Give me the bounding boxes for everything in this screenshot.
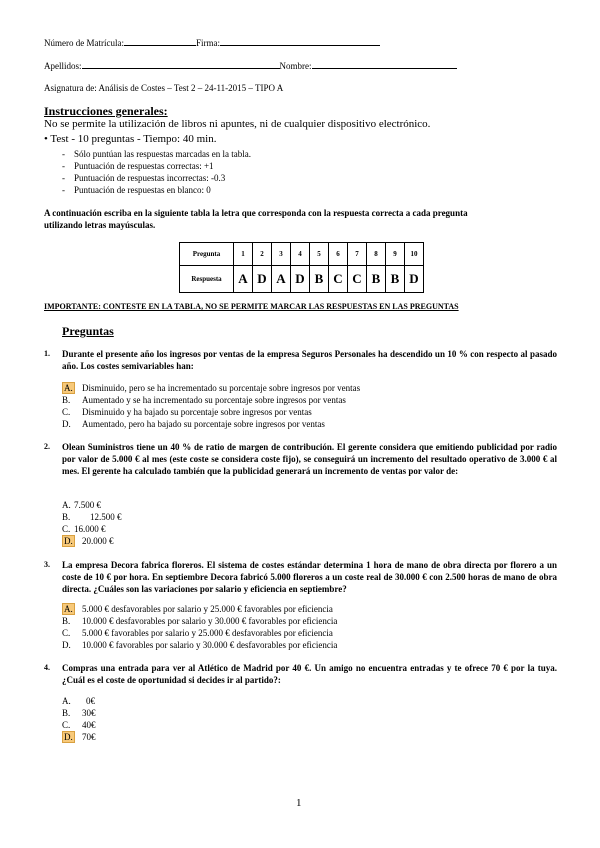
answer-cell[interactable]: C xyxy=(348,266,367,293)
question-number-cell: 7 xyxy=(348,243,367,266)
answer-cell[interactable]: B xyxy=(386,266,405,293)
option-item: A. 7.500 € xyxy=(62,500,101,510)
answer-cell[interactable]: D xyxy=(405,266,424,293)
instructions-list xyxy=(62,148,251,196)
question-number-cell: 10 xyxy=(405,243,424,266)
option-item: C. 16.000 € xyxy=(62,524,106,534)
instructions-line1: No se permite la utilización de libros ni apuntes, ni de cualquier dispositivo electrónico. xyxy=(44,118,431,130)
question-number-cell: 9 xyxy=(386,243,405,266)
apellidos-line xyxy=(82,59,280,69)
instructions-title: Instrucciones generales: xyxy=(44,104,168,118)
table-intro-2: utilizando letras mayúsculas. xyxy=(44,220,156,230)
option-item: D. 20.000 € xyxy=(64,536,114,546)
questions-title: Preguntas xyxy=(62,324,114,338)
option-item: B. Aumentado y se ha incrementado su porcentaje sobre ingresos por ventas xyxy=(62,395,346,405)
option-item: C. 40€ xyxy=(62,720,96,730)
apellidos-field xyxy=(44,59,457,71)
question-number-cell: 3 xyxy=(272,243,291,266)
question-text: La empresa Decora fabrica floreros. El sistema de costes estándar determina 1 hora de mano de obra directa por florero a un coste de 10 € por hora. En septiembre Decora fabricó 5.000 floreros a un coste real de 30.000 € con 2.500 horas de mano de obra directa. ¿Cuáles son las variaciones por salario y eficiencia en septiembre? xyxy=(62,560,557,594)
selected-option-letter: A. xyxy=(64,383,73,393)
pregunta-label: Pregunta xyxy=(180,243,234,266)
option-item: D. 70€ xyxy=(64,732,96,742)
answer-cell[interactable]: C xyxy=(329,266,348,293)
option-item: B. 10.000 € desfavorables por salario y 30.000 € favorables por eficiencia xyxy=(62,616,338,626)
respuesta-label: Respuesta xyxy=(180,266,234,293)
selected-option-letter: A. xyxy=(64,604,73,614)
asignatura-value: Análisis de Costes – Test 2 – 24-11-2015 – TIPO A xyxy=(98,83,284,93)
matricula-label: Número de Matrícula: xyxy=(44,38,124,48)
answer-cell[interactable]: A xyxy=(234,266,253,293)
answer-cell[interactable]: B xyxy=(367,266,386,293)
answer-cell[interactable]: A xyxy=(272,266,291,293)
question-number-cell: 1 xyxy=(234,243,253,266)
selected-option-letter: D. xyxy=(64,536,73,546)
question-number: 2. xyxy=(44,442,50,451)
table-intro-1: A continuación escriba en la siguiente tabla la letra que corresponda con la respuesta correcta a cada pregunta xyxy=(44,208,468,218)
answer-table xyxy=(179,242,424,293)
asignatura-line xyxy=(44,83,283,93)
page-number: 1 xyxy=(296,797,302,809)
answer-cell[interactable]: B xyxy=(310,266,329,293)
firma-label: Firma: xyxy=(195,38,220,48)
apellidos-label: Apellidos: xyxy=(44,61,82,71)
instructions-line2: • Test - 10 preguntas - Tiempo: 40 min. xyxy=(44,133,217,145)
question-text: Compras una entrada para ver al Atlético de Madrid por 40 €. Un amigo no encuentra entradas y te ofrece 70 € por la tuya. ¿Cuál es el coste de oportunidad si decides ir al partido?: xyxy=(62,663,557,685)
question-text: Olean Suministros tiene un 40 % de ratio de margen de contribución. El gerente considera que emitiendo publicidad por radio por valor de 5.000 € al mes (este coste se considera coste fijo), se conseguirá un incremento del resultado operativo de 3.000 € al mes. El gerente ha calculado también que la publicidad generará un incremento de ventas por valor de: xyxy=(62,442,557,476)
question-number-cell: 6 xyxy=(329,243,348,266)
selected-option-letter: D. xyxy=(64,732,73,742)
option-item: A. 0€ xyxy=(62,696,95,706)
option-item: B. 12.500 € xyxy=(62,512,122,522)
question-number-cell: 4 xyxy=(291,243,310,266)
option-item: C. 5.000 € favorables por salario y 25.000 € desfavorables por eficiencia xyxy=(62,628,333,638)
question-text: Durante el presente año los ingresos por ventas de la empresa Seguros Personales ha descendido un 10 % con respecto al pasado año. Los costes semivariables han: xyxy=(62,349,557,371)
question-number-cell: 8 xyxy=(367,243,386,266)
question-number-cell: 5 xyxy=(310,243,329,266)
option-item: A. Disminuido, pero se ha incrementado su porcentaje sobre ingresos por ventas xyxy=(64,383,361,393)
instruction-item: - Puntuación de respuestas incorrectas: -0.3 xyxy=(62,173,226,183)
question-number: 4. xyxy=(44,663,50,672)
answer-table-answer-row xyxy=(180,266,424,293)
option-item: B. 30€ xyxy=(62,708,96,718)
option-item: C. Disminuido y ha bajado su porcentaje sobre ingresos por ventas xyxy=(62,407,312,417)
nombre-line xyxy=(312,59,457,69)
matricula-line xyxy=(124,36,196,46)
important-note: IMPORTANTE: CONTESTE EN LA TABLA, NO SE PERMITE MARCAR LAS RESPUESTAS EN LAS PREGUNTAS xyxy=(44,302,459,311)
instruction-item: - Puntuación de respuestas correctas: +1 xyxy=(62,161,214,171)
question-number: 1. xyxy=(44,349,50,358)
matricula-field xyxy=(44,36,380,48)
nombre-label: Nombre: xyxy=(279,61,312,71)
asignatura-label: Asignatura de: xyxy=(44,83,97,93)
question-number: 3. xyxy=(44,560,50,569)
instruction-item: - Puntuación de respuestas en blanco: 0 xyxy=(62,185,211,195)
firma-line xyxy=(220,36,380,46)
question-number-cell: 2 xyxy=(253,243,272,266)
option-item: A. 5.000 € desfavorables por salario y 25.000 € favorables por eficiencia xyxy=(64,604,333,614)
instruction-item: - Sólo puntúan las respuestas marcadas en la tabla. xyxy=(62,149,251,159)
answer-cell[interactable]: D xyxy=(291,266,310,293)
option-item: D. 10.000 € favorables por salario y 30.000 € desfavorables por eficiencia xyxy=(62,640,338,650)
answer-cell[interactable]: D xyxy=(253,266,272,293)
option-item: D. Aumentado, pero ha bajado su porcentaje sobre ingresos por ventas xyxy=(62,419,325,429)
answer-table-header-row xyxy=(180,243,424,266)
